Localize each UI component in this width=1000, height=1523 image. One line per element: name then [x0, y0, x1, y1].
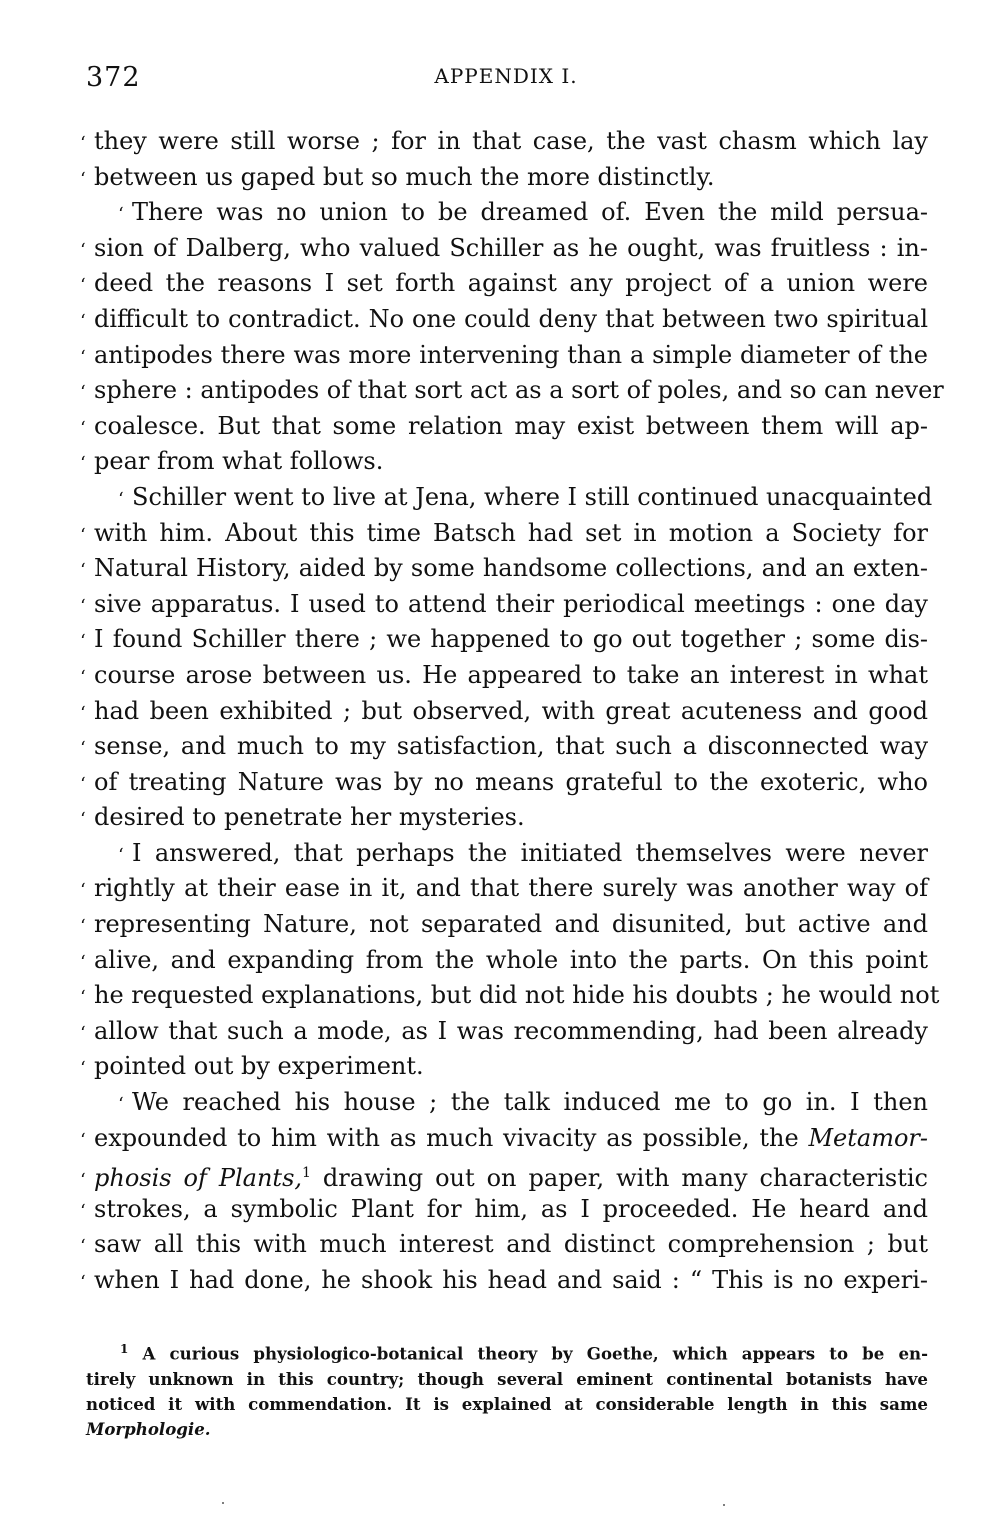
text-line: ‘ he requested explanations, but did not hide his doubts ; he would not — [80, 981, 940, 1010]
text-line: ‘ rightly at their ease in it, and that there surely was another way of — [80, 874, 928, 903]
text-line: ‘ representing Nature, not separated and disunited, but active and — [80, 910, 928, 939]
text-line: ‘ with him. About this time Batsch had set in motion a Society for — [80, 518, 928, 547]
text-line: ‘ coalesce. But that some relation may exist between them will ap- — [80, 411, 928, 440]
footnote-line: noticed it with commendation. It is explained at considerable length in this same — [86, 1393, 928, 1414]
footnote-line — [86, 1417, 928, 1442]
text-line: ‘ Natural History, aided by some handsome collections, and an exten- — [80, 554, 928, 583]
text-line: ‘ pear from what follows. — [80, 447, 384, 476]
speck — [723, 1504, 725, 1506]
text-line: ‘ I found Schiller there ; we happened to go out together ; some dis- — [80, 625, 928, 654]
text-line: ‘ difficult to contradict. No one could deny that between two spiritual — [80, 304, 928, 333]
text-line: ‘ phosis of Plants,$^1$ drawing out on paper, with many characteristic — [80, 1164, 928, 1193]
body-text — [80, 124, 944, 1299]
text-line: ‘ alive, and expanding from the whole into the parts. On this point — [80, 945, 928, 974]
running-head: APPENDIX I. — [434, 64, 578, 88]
text-line: ‘ deed the reasons I set forth against any project of a union were — [80, 269, 928, 298]
text-line: ‘ allow that such a mode, as I was recommending, had been already — [80, 1016, 928, 1045]
text-line: ‘ saw all this with much interest and distinct comprehension ; but — [80, 1230, 928, 1259]
text-line: ‘ expounded to him with as much vivacity as possible, the Metamor- — [80, 1123, 928, 1152]
text-line: ‘ when I had done, he shook his head and said : “ This is no experi- — [80, 1266, 928, 1294]
text-line: ‘ sense, and much to my satisfaction, that such a disconnected way — [80, 732, 928, 761]
text-line: ‘ course arose between us. He appeared to take an interest in what — [80, 660, 928, 689]
text-line: ‘ between us gaped but so much the more distinctly. — [80, 162, 715, 191]
italic-title: Metamor- — [808, 1123, 928, 1152]
text-line: ‘ sive apparatus. I used to attend their periodical meetings : one day — [80, 589, 928, 618]
footnote-reference: 1 — [302, 1165, 311, 1182]
text-line: ‘ had been exhibited ; but observed, with great acuteness and good — [80, 696, 928, 725]
print-specks — [0, 1500, 1000, 1510]
footnote — [86, 1337, 928, 1442]
text-line: ‘ strokes, a symbolic Plant for him, as I proceeded. He heard and — [80, 1194, 928, 1223]
footnote-italic-title: Morphologie. — [86, 1418, 211, 1439]
text-line: ‘ antipodes there was more intervening than a simple diameter of the — [80, 340, 928, 369]
text-line: ‘ sphere : antipodes of that sort act as a sort of poles, and so can never — [80, 376, 944, 405]
paragraph-start-line: ‘ There was no union to be dreamed of. Even the mild persua- — [118, 198, 928, 227]
speck — [222, 1502, 224, 1504]
text-line: ‘ they were still worse ; for in that case, the vast chasm which lay — [80, 127, 928, 155]
footnote-marker: 1 — [120, 1342, 129, 1356]
text-line: ‘ pointed out by experiment. — [80, 1052, 424, 1081]
footnote-line: $^1$ A curious physiologico-botanical theory by Goethe, which appears to be en- — [120, 1342, 928, 1364]
text-line: ‘ desired to penetrate her mysteries. — [80, 803, 525, 832]
paragraph-start-line: ‘ I answered, that perhaps the initiated themselves were never — [118, 838, 928, 867]
text-line: ‘ sion of Dalberg, who valued Schiller as he ought, was fruitless : in- — [80, 233, 928, 262]
paragraph-start-line: ‘ Schiller went to live at Jena, where I still continued unacquainted — [118, 482, 933, 511]
footnote-line: tirely unknown in this country; though several eminent continental botanists have — [86, 1368, 928, 1389]
text-line: ‘ of treating Nature was by no means grateful to the exoteric, who — [80, 767, 928, 796]
italic-title: phosis of Plants, — [94, 1164, 303, 1193]
paragraph-start-line: ‘ We reached his house ; the talk induced me to go in. I then — [118, 1088, 928, 1117]
page-header — [86, 62, 926, 102]
page-number: 372 — [86, 62, 141, 93]
